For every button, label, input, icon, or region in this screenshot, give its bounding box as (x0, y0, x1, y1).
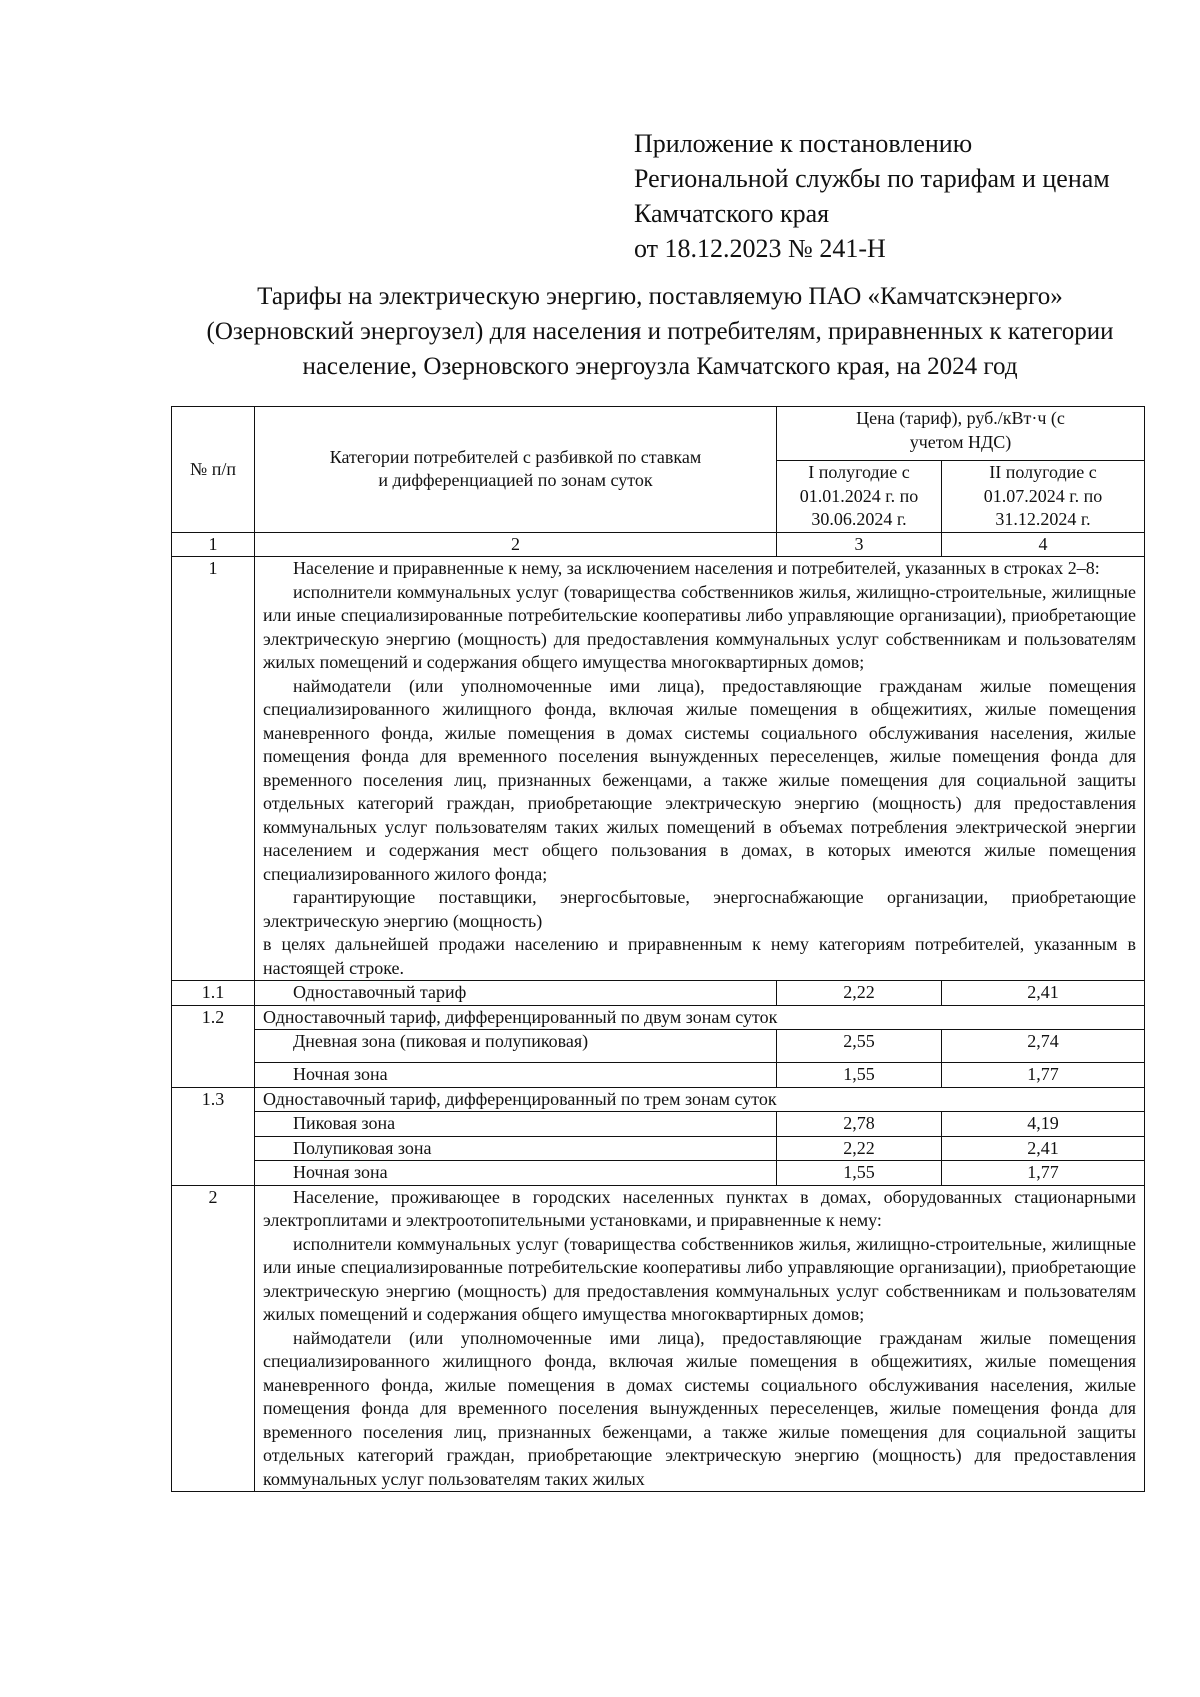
zone-label: Ночная зона (255, 1063, 777, 1088)
row-number: 2 (172, 1185, 255, 1492)
paragraph: наймодатели (или уполномоченные ими лица), предоставляющие гражданам жилые помещения специализированного жилищного фонда, включая жилые помещения в общежитиях, жилые помещения маневренного фонда, жилые помещения в домах системы социального обслуживания населения, жилые помещения фонда для временного поселения вынужденных переселенцев, жилые помещения фонда для временного поселения лиц, признанных беженцами, а также жилые помещения для социальной защиты отдельных категорий граждан, приобретающие электрическую энергию (мощность) для предоставления коммунальных услуг пользователям таких жилых (263, 1327, 1136, 1489)
tariff-value-h1: 2,22 (777, 1136, 942, 1161)
appendix-line: Камчатского края (634, 199, 830, 228)
tariff-value-h2: 1,77 (942, 1063, 1145, 1088)
tariff-value-h1: 1,55 (777, 1063, 942, 1088)
col-number: 3 (777, 532, 942, 557)
title-line: (Озерновский энергоузел) для населения и потребителям, приравненных к категории (206, 318, 1114, 345)
appendix-line: Приложение к постановлению (634, 129, 973, 158)
col-number: 2 (255, 532, 777, 557)
appendix-line: Региональной службы по тарифам и ценам (634, 164, 1110, 193)
appendix-line: от 18.12.2023 № 241-Н (634, 234, 886, 263)
row-number: 1 (172, 557, 255, 981)
title-line: Тарифы на электрическую энергию, поставляемую ПАО «Камчатскэнерго» (257, 283, 1063, 310)
header-price: Цена (тариф), руб./кВт·ч (с учетом НДС) (777, 407, 1145, 461)
appendix-header (634, 126, 1110, 266)
zone-label: Дневная зона (пиковая и полупиковая) (255, 1030, 777, 1063)
header-num: № п/п (172, 407, 255, 533)
document-title (160, 279, 1160, 384)
row-number: 1.1 (172, 981, 255, 1006)
title-line: население, Озерновского энергоузла Камчатского края, на 2024 год (302, 353, 1018, 380)
col-number: 4 (942, 532, 1145, 557)
paragraph: Население и приравненные к нему, за исключением населения и потребителей, указанных в строках 2–8: (293, 558, 1100, 578)
row-number: 1.3 (172, 1087, 255, 1185)
paragraph: исполнители коммунальных услуг (товарищества собственников жилья, жилищно-строительные, жилищные или иные специализированные потребительские кооперативы либо управляющие организации), приобретающие электрическую энергию (мощность) для предоставления коммунальных услуг собственникам и пользователям жилых помещений и содержания общего имущества многоквартирных домов; (263, 1233, 1136, 1324)
paragraph: гарантирующие поставщики, энергосбытовые, энергоснабжающие организации, приобретающие электрическую энергию (мощность) (263, 887, 1136, 931)
tariff-value-h2: 2,74 (942, 1030, 1145, 1063)
tariff-value-h2: 2,41 (942, 981, 1145, 1006)
tariff-value-h2: 4,19 (942, 1112, 1145, 1137)
tariff-value-h1: 2,78 (777, 1112, 942, 1137)
header-half-1: I полугодие с 01.01.2024 г. по 30.06.2024 г. (777, 461, 942, 533)
tariff-value-h2: 2,41 (942, 1136, 1145, 1161)
tariff-value-h1: 1,55 (777, 1161, 942, 1186)
tariff-value-h1: 2,22 (777, 981, 942, 1006)
tariff-group-label: Одноставочный тариф, дифференцированный по трем зонам суток (255, 1087, 1145, 1112)
zone-label: Ночная зона (255, 1161, 777, 1186)
header-category: Категории потребителей с разбивкой по ставкам и дифференциацией по зонам суток (255, 407, 777, 533)
row-number: 1.2 (172, 1005, 255, 1087)
zone-label: Полупиковая зона (255, 1136, 777, 1161)
paragraph: в целях дальнейшей продажи населению и приравненным к нему категориям потребителей, указанным в настоящей строке. (263, 934, 1136, 978)
col-number: 1 (172, 532, 255, 557)
category-description (255, 1185, 1145, 1492)
tariff-value-h1: 2,55 (777, 1030, 942, 1063)
tariff-table (171, 406, 1145, 1492)
paragraph: наймодатели (или уполномоченные ими лица), предоставляющие гражданам жилые помещения специализированного жилищного фонда, включая жилые помещения в общежитиях, жилые помещения маневренного фонда, жилые помещения в домах системы социального обслуживания населения, жилые помещения фонда для временного поселения вынужденных переселенцев, жилые помещения фонда для временного поселения лиц, признанных беженцами, а также жилые помещения для социальной защиты отдельных категорий граждан, приобретающие электрическую энергию (мощность) для предоставления коммунальных услуг пользователям таких жилых помещений в объемах потребления электрической энергии населением и содержания мест общего пользования в домах, в которых имеются жилые помещения специализированного жилого фонда; (263, 675, 1136, 884)
tariff-label: Одноставочный тариф (255, 981, 777, 1006)
header-half-2: II полугодие с 01.07.2024 г. по 31.12.2024 г. (942, 461, 1145, 533)
tariff-group-label: Одноставочный тариф, дифференцированный по двум зонам суток (255, 1005, 1145, 1030)
tariff-value-h2: 1,77 (942, 1161, 1145, 1186)
paragraph: исполнители коммунальных услуг (товарищества собственников жилья, жилищно-строительные, жилищные или иные специализированные потребительские кооперативы либо управляющие организации), приобретающие электрическую энергию (мощность) для предоставления коммунальных услуг собственникам и пользователям жилых помещений и содержания общего имущества многоквартирных домов; (263, 581, 1136, 672)
paragraph: Население, проживающее в городских населенных пунктах в домах, оборудованных стационарными электроплитами и электроотопительными установками, и приравненные к нему: (263, 1186, 1136, 1230)
zone-label: Пиковая зона (255, 1112, 777, 1137)
category-description (255, 557, 1145, 981)
